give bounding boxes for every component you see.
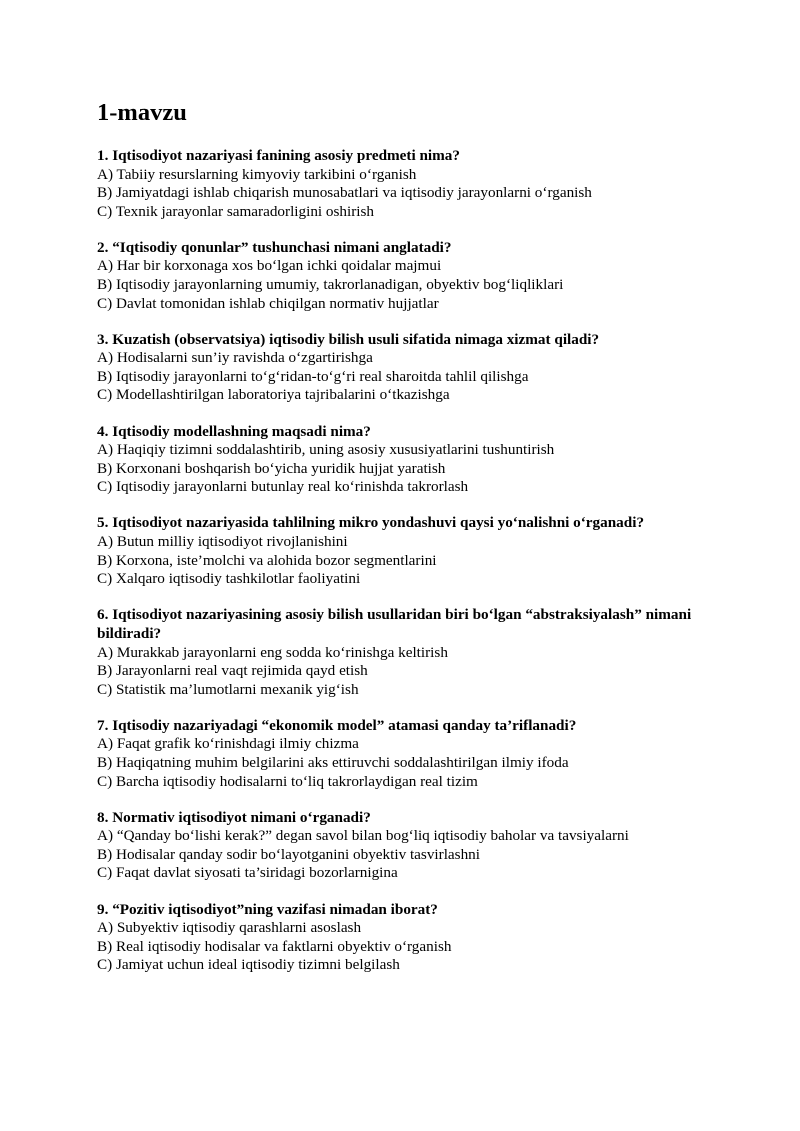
question-list	[97, 147, 710, 975]
question-text: 6. Iqtisodiyot nazariyasining asosiy bilish usullaridan biri bo‘lgan “abstraksiyalash” nimani bildiradi?	[97, 606, 692, 642]
answer-options	[97, 349, 710, 405]
question-block	[97, 809, 710, 883]
answer-option: C) Jamiyat uchun ideal iqtisodiy tizimni belgilash	[97, 956, 400, 974]
answer-option: A) Tabiiy resurslarning kimyoviy tarkibini o‘rganish	[97, 165, 417, 183]
question-block	[97, 717, 710, 791]
answer-option: C) Davlat tomonidan ishlab chiqilgan normativ hujjatlar	[97, 294, 439, 312]
answer-option: C) Iqtisodiy jarayonlarni butunlay real ko‘rinishda takrorlash	[97, 478, 469, 496]
answer-option: A) Haqiqiy tizimni soddalashtirib, uning asosiy xususiyatlarini tushuntirish	[97, 441, 555, 459]
answer-option: C) Barcha iqtisodiy hodisalarni to‘liq takrorlaydigan real tizim	[97, 772, 478, 790]
question-block	[97, 606, 710, 699]
answer-option: C) Texnik jarayonlar samaradorligini oshirish	[97, 202, 375, 220]
answer-options	[97, 533, 710, 589]
question-text: 9. “Pozitiv iqtisodiyot”ning vazifasi nimadan iborat?	[97, 900, 438, 918]
question-text: 8. Normativ iqtisodiyot nimani o‘rganadi?	[97, 808, 371, 826]
question-text: 5. Iqtisodiyot nazariyasida tahlilning mikro yondashuvi qaysi yo‘nalishni o‘rganadi?	[97, 514, 645, 532]
answer-option: C) Modellashtirilgan laboratoriya tajribalarini o‘tkazishga	[97, 386, 450, 404]
answer-option: A) Butun milliy iqtisodiyot rivojlanishini	[97, 533, 348, 551]
question-text: 7. Iqtisodiy nazariyadagi “ekonomik model” atamasi qanday ta’riflanadi?	[97, 716, 577, 734]
answer-option: A) Subyektiv iqtisodiy qarashlarni asoslash	[97, 919, 362, 937]
answer-option: B) Real iqtisodiy hodisalar va faktlarni obyektiv o‘rganish	[97, 937, 452, 955]
answer-options	[97, 166, 710, 222]
question-text: 4. Iqtisodiy modellashning maqsadi nima?	[97, 422, 371, 440]
answer-option: B) Jarayonlarni real vaqt rejimida qayd etish	[97, 662, 368, 680]
answer-option: B) Iqtisodiy jarayonlarni to‘g‘ridan-to‘g‘ri real sharoitda tahlil qilishga	[97, 367, 529, 385]
answer-options	[97, 827, 710, 883]
answer-option: C) Statistik ma’lumotlarni mexanik yig‘ish	[97, 680, 359, 698]
answer-option: B) Korxona, iste’molchi va alohida bozor segmentlarini	[97, 551, 437, 569]
question-block	[97, 514, 710, 588]
answer-options	[97, 735, 710, 791]
question-block	[97, 147, 710, 221]
question-block	[97, 423, 710, 497]
question-text: 3. Kuzatish (observatsiya) iqtisodiy bilish usuli sifatida nimaga xizmat qiladi?	[97, 330, 600, 348]
answer-option: C) Xalqaro iqtisodiy tashkilotlar faoliyatini	[97, 570, 361, 588]
answer-options	[97, 441, 710, 497]
answer-option: B) Haqiqatning muhim belgilarini aks ettiruvchi soddalashtirilgan ilmiy ifoda	[97, 753, 569, 771]
answer-option: B) Hodisalar qanday sodir bo‘layotganini obyektiv tasvirlashni	[97, 845, 480, 863]
answer-options	[97, 257, 710, 313]
answer-options	[97, 644, 710, 700]
question-text: 1. Iqtisodiyot nazariyasi fanining asosiy predmeti nima?	[97, 146, 460, 164]
answer-options	[97, 919, 710, 975]
answer-option: B) Jamiyatdagi ishlab chiqarish munosabatlari va iqtisodiy jarayonlarni o‘rganish	[97, 184, 592, 202]
answer-option: A) Faqat grafik ko‘rinishdagi ilmiy chizma	[97, 735, 359, 753]
question-block	[97, 901, 710, 975]
answer-option: B) Iqtisodiy jarayonlarning umumiy, takrorlanadigan, obyektiv bog‘liqliklari	[97, 276, 564, 293]
answer-option: C) Faqat davlat siyosati ta’siridagi bozorlarnigina	[97, 864, 398, 882]
answer-option: A) “Qanday bo‘lishi kerak?” degan savol bilan bog‘liq iqtisodiy baholar va tavsiyalarni	[97, 827, 629, 845]
question-block	[97, 331, 710, 405]
answer-option: B) Korxonani boshqarish bo‘yicha yuridik hujjat yaratish	[97, 459, 446, 477]
page-title: 1-mavzu	[97, 99, 187, 126]
question-text: 2. “Iqtisodiy qonunlar” tushunchasi nimani anglatadi?	[97, 238, 452, 256]
question-block	[97, 239, 710, 313]
answer-option: A) Murakkab jarayonlarni eng sodda ko‘rinishga keltirish	[97, 643, 448, 661]
answer-option: A) Hodisalarni sun’iy ravishda o‘zgartirishga	[97, 349, 373, 367]
answer-option: A) Har bir korxonaga xos bo‘lgan ichki qoidalar majmui	[97, 257, 442, 275]
